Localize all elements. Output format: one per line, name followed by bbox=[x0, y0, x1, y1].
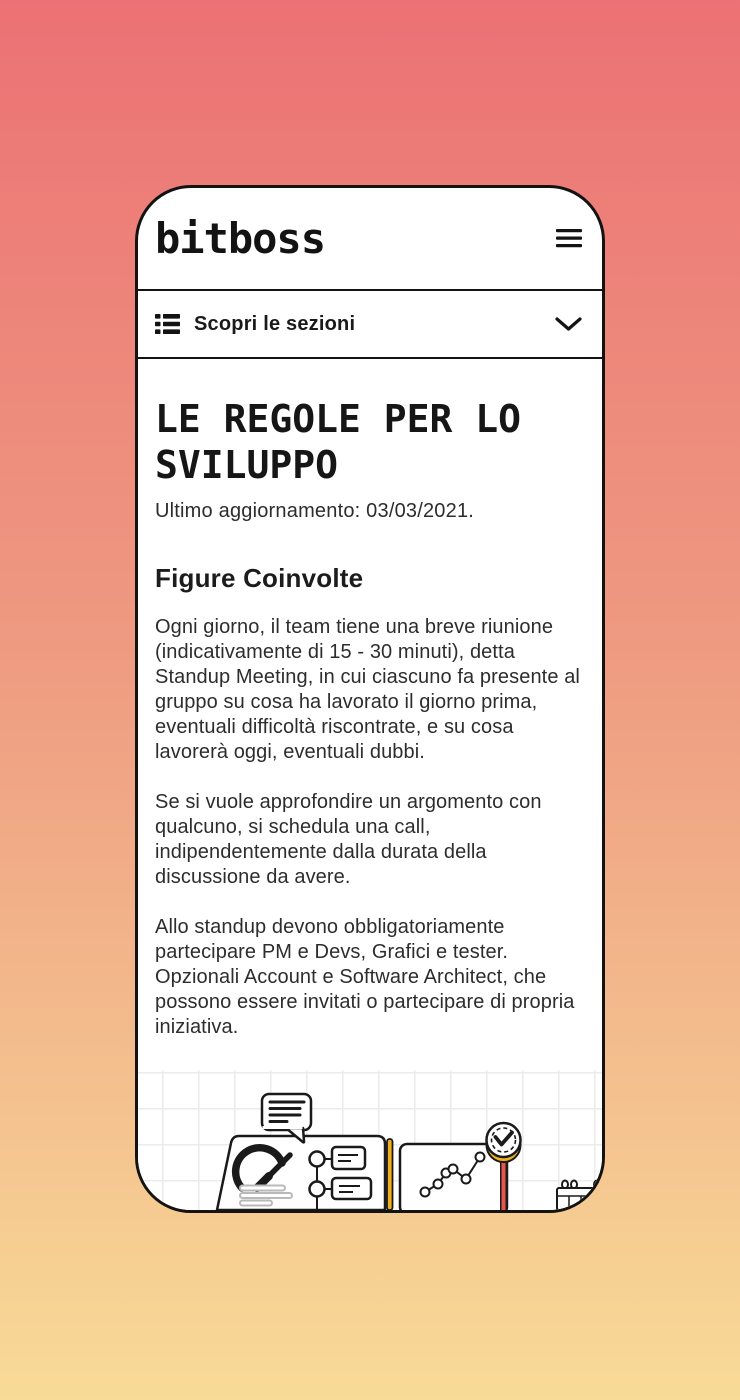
sections-label: Scopri le sezioni bbox=[194, 312, 356, 335]
footer-illustration bbox=[138, 1070, 602, 1210]
hamburger-menu-icon[interactable] bbox=[556, 229, 582, 248]
phone-mockup bbox=[135, 185, 605, 1213]
site-header bbox=[138, 188, 602, 291]
last-updated-text: Ultimo aggiornamento: 03/03/2021. bbox=[155, 500, 475, 522]
chevron-down-icon bbox=[555, 317, 582, 332]
paragraph-call: Se si vuole approfondire un argomento con qualcuno, si schedula una call, indipendentemente dalla durata della discussione da avere. bbox=[155, 791, 542, 888]
paragraph-standup: Ogni giorno, il team tiene una breve riunione (indicativamente di 15 - 30 minuti), detta Standup Meeting, in cui ciascuno fa presente al gruppo su cosa ha lavorato il giorno prima, eventuali difficoltà riscontrate, e su cosa lavorerà oggi, eventuali dubbi. bbox=[155, 616, 580, 763]
sections-dropdown-bar[interactable] bbox=[138, 291, 602, 359]
paragraph-participants: Allo standup devono obbligatoriamente partecipare PM e Devs, Grafici e tester. Opzionali Account e Software Architect, che possono essere invitati o partecipare di propria iniziativa. bbox=[155, 916, 575, 1038]
calendar-icon bbox=[557, 1181, 602, 1211]
section-heading: Figure Coinvolte bbox=[155, 563, 364, 593]
list-icon bbox=[155, 314, 180, 334]
yellow-stripe bbox=[387, 1139, 393, 1210]
article-content bbox=[138, 359, 602, 1040]
page-title: LE REGOLE PER LO SVILUPPO bbox=[155, 397, 522, 487]
footer-illustration-drawing bbox=[138, 1070, 602, 1210]
bitboss-logo[interactable]: bitboss bbox=[155, 214, 326, 263]
